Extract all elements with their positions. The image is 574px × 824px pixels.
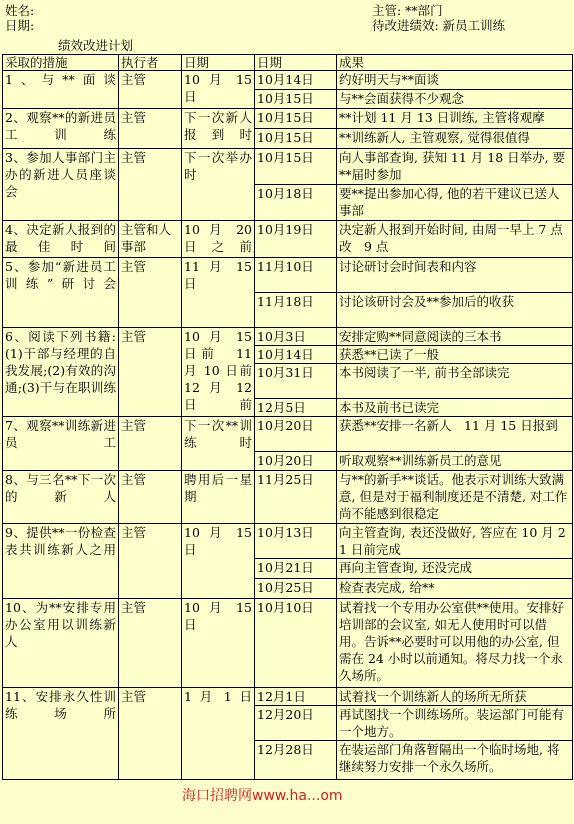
planned-date-cell: 10 月 20 日之前 — [182, 221, 255, 258]
result-text-cell: 约好明天与**面谈 — [337, 71, 573, 90]
planned-date-cell: 10 月 15 日前 11 月 10 日前 12 月 12 日前 — [182, 328, 255, 417]
result-date-cell: 11月25日 — [255, 471, 337, 524]
result-text-cell: **训练新人, 主管观察, 觉得很值得 — [337, 129, 573, 149]
result-date-cell: 12月1日 — [255, 688, 337, 706]
result-text-cell: 安排定购**同意阅读的三本书 — [337, 328, 573, 346]
result-date-cell: 10月3日 — [255, 328, 337, 346]
result-text-cell: 检查表完成, 给** — [337, 579, 573, 599]
executor-cell: 主管 — [119, 109, 182, 149]
result-date-cell: 10月18日 — [255, 185, 337, 221]
executor-cell: 主管 — [119, 258, 182, 328]
planned-date-cell: 下一次**训练时 — [182, 417, 255, 471]
table-row — [3, 524, 573, 559]
measure-cell: 5、参加“新进员工训练”研讨会 — [3, 258, 119, 328]
result-date-cell: 10月19日 — [255, 221, 337, 258]
planned-date-cell: 10 月 15 日 — [182, 599, 255, 688]
table-row — [3, 471, 573, 524]
executor-cell: 主管和人事部 — [119, 221, 182, 258]
watermark-text: 海口招聘网www.ha...om — [182, 788, 343, 804]
measure-cell: 2、观察**的新进员工训练 — [3, 109, 119, 149]
column-header: 成果 — [337, 55, 573, 71]
pending-performance-label: 待改进绩效: 新员工训练 — [372, 18, 506, 33]
planned-date-cell: 11 月 15 日 — [182, 258, 255, 328]
result-date-cell: 12月20日 — [255, 706, 337, 741]
result-text-cell: 与**会面获得不少观念 — [337, 90, 573, 109]
planned-date-cell: 1 月 1 日 — [182, 688, 255, 780]
executor-cell: 主管 — [119, 417, 182, 471]
result-text-cell: 在装运部门角落暂隔出一个临时场地, 将继续努力安排一个永久场所。 — [337, 741, 573, 780]
planned-date-cell: 下一次新人报到时 — [182, 109, 255, 149]
result-date-cell: 10月21日 — [255, 559, 337, 579]
executor-cell: 主管 — [119, 599, 182, 688]
result-text-cell: 与**的新手**谈话。他表示对训练大致满意, 但是对于福利制度还是不清楚, 对工作尚不能感到很稳定 — [337, 471, 573, 524]
measure-cell: 4、决定新人报到的最佳时间 — [3, 221, 119, 258]
name-label: 姓名: — [5, 3, 35, 18]
column-header: 采取的措施 — [3, 55, 119, 71]
table-row — [3, 71, 573, 90]
result-date-cell: 10月15日 — [255, 129, 337, 149]
result-text-cell: 再试图找一个训练场所。装运部门可能有一个地方。 — [337, 706, 573, 741]
column-header: 执行者 — [119, 55, 182, 71]
result-text-cell: 向人事部查询, 获知 11 月 18 日举办, 要**届时参加 — [337, 149, 573, 185]
planned-date-cell: 聘用后一星期 — [182, 471, 255, 524]
result-date-cell: 10月10日 — [255, 599, 337, 688]
table-row — [3, 109, 573, 129]
planned-date-cell: 10 月 15 日 — [182, 524, 255, 599]
executor-cell: 主管 — [119, 688, 182, 780]
result-text-cell: 本书及前书已读完 — [337, 399, 573, 417]
result-text-cell: 再向主管查询, 还没完成 — [337, 559, 573, 579]
measure-cell: 10、为**安排专用办公室用以训练新人 — [3, 599, 119, 688]
table-row — [3, 258, 573, 293]
executor-cell: 主管 — [119, 328, 182, 417]
executor-cell: 主管 — [119, 471, 182, 524]
result-date-cell: 10月14日 — [255, 71, 337, 90]
measure-cell: 8、与三名**下一次的新人 — [3, 471, 119, 524]
table-header-row — [3, 55, 573, 71]
measure-cell: 11、安排永久性训练场所 — [3, 688, 119, 780]
date-label: 日期: — [5, 18, 35, 33]
result-date-cell: 10月15日 — [255, 149, 337, 185]
result-text-cell: 决定新人报到开始时间, 由周一早上 7 点改 9 点 — [337, 221, 573, 258]
column-header: 日期 — [255, 55, 337, 71]
result-date-cell: 10月15日 — [255, 109, 337, 129]
executor-cell: 主管 — [119, 71, 182, 109]
plan-table — [2, 54, 573, 780]
measure-cell: 9、提供**一份检查表共训练新人之用 — [3, 524, 119, 599]
table-row — [3, 328, 573, 346]
result-text-cell: 本书阅读了一半, 前书全部读完 — [337, 364, 573, 399]
plan-table-body — [3, 55, 573, 780]
result-date-cell: 10月13日 — [255, 524, 337, 559]
supervisor-label: 主管: **部门 — [372, 3, 443, 18]
result-text-cell: 试着找一个专用办公室供**使用。安排好培训部的会议室, 如无人使用时可以借用。告诉**必要时可以用他的办公室, 但需在 24 小时以前通知。将尽力找一个永久场所。 — [337, 599, 573, 688]
result-date-cell: 11月18日 — [255, 293, 337, 328]
table-row — [3, 221, 573, 258]
table-row — [3, 417, 573, 452]
result-text-cell: 试着找一个训练新人的场所无所获 — [337, 688, 573, 706]
measure-cell: 7、观察**训练新进员工 — [3, 417, 119, 471]
result-text-cell: 讨论研讨会时间表和内容 — [337, 258, 573, 293]
table-row — [3, 599, 573, 688]
result-text-cell: 讨论该研讨会及**参加后的收获 — [337, 293, 573, 328]
result-date-cell: 11月10日 — [255, 258, 337, 293]
result-text-cell: 听取观察**训练新员工的意见 — [337, 452, 573, 471]
planned-date-cell: 10 月 15 日 — [182, 71, 255, 109]
result-date-cell: 10月20日 — [255, 452, 337, 471]
result-date-cell: 10月31日 — [255, 364, 337, 399]
result-date-cell: 10月20日 — [255, 417, 337, 452]
measure-cell: 6、阅读下列书籍:(1)干部与经理的自我发展;(2)有效的沟通;(3)干与在职训练 — [3, 328, 119, 417]
result-text-cell: 获悉**安排一名新人 11 月 15 日报到 — [337, 417, 573, 452]
measure-cell: 1、与**面谈 — [3, 71, 119, 109]
result-date-cell: 12月28日 — [255, 741, 337, 780]
measure-cell: 3、参加人事部门主办的新进人员座谈会 — [3, 149, 119, 221]
result-date-cell: 10月15日 — [255, 90, 337, 109]
table-row — [3, 688, 573, 706]
result-text-cell: **计划 11 月 13 日训练, 主管将观摩 — [337, 109, 573, 129]
executor-cell: 主管 — [119, 149, 182, 221]
result-date-cell: 12月5日 — [255, 399, 337, 417]
result-text-cell: 获悉**已读了一般 — [337, 346, 573, 364]
table-row — [3, 149, 573, 185]
document-title: 绩效改进计划 — [58, 38, 134, 53]
executor-cell: 主管 — [119, 524, 182, 599]
result-text-cell: 要**提出参加心得, 他的若干建议已送人事部 — [337, 185, 573, 221]
planned-date-cell: 下一次举办时 — [182, 149, 255, 221]
result-text-cell: 向主管查询, 表还没做好, 答应在 10 月 21 日前完成 — [337, 524, 573, 559]
column-header: 日期 — [182, 55, 255, 71]
result-date-cell: 10月14日 — [255, 346, 337, 364]
result-date-cell: 10月25日 — [255, 579, 337, 599]
